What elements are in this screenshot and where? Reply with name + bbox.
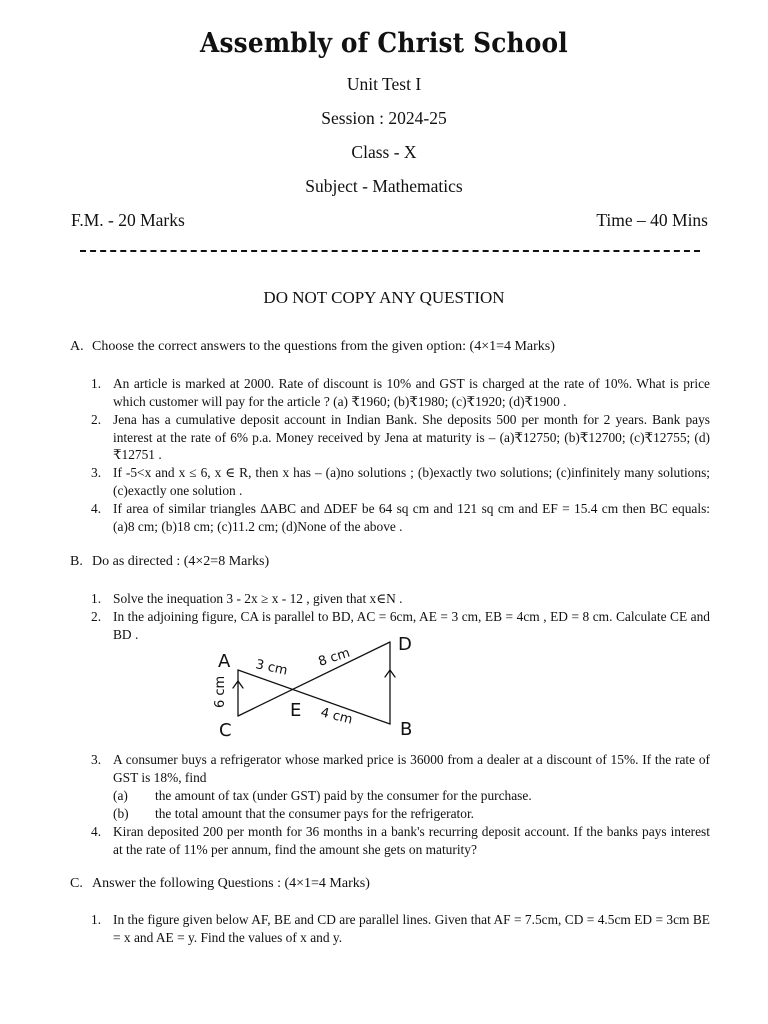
- label-ae: 3 cm: [254, 657, 289, 679]
- section-label: C.: [70, 876, 83, 891]
- sub-item-b: [113, 805, 474, 823]
- section-b-heading: [70, 554, 269, 570]
- line-ab: [238, 670, 390, 724]
- question-number: 2.: [91, 609, 102, 624]
- label-e: E: [290, 700, 302, 721]
- label-ed: 8 cm: [316, 645, 352, 670]
- question-b1: [91, 590, 710, 608]
- question-text: A consumer buys a refrigerator whose marked price is 36000 from a dealer at a discount of 15%. If the rate of GST is 18%, find: [113, 752, 710, 785]
- question-a3: [91, 464, 710, 499]
- class: Class - X: [351, 142, 417, 162]
- triangle-figure: [200, 632, 430, 742]
- sub-item-a: [113, 787, 532, 805]
- time-limit: Time – 40 Mins: [596, 210, 708, 230]
- question-number: 3.: [91, 465, 102, 480]
- section-label: A.: [70, 339, 84, 354]
- question-b3: [91, 751, 710, 786]
- question-a1: [91, 375, 710, 410]
- line-cd: [238, 642, 390, 716]
- section-title: Answer the following Questions : (4×1=4 Marks): [92, 876, 370, 891]
- section-title: Choose the correct answers to the questions from the given option: (4×1=4 Marks): [92, 339, 555, 354]
- question-a4: [91, 500, 710, 535]
- question-number: 1.: [91, 591, 102, 606]
- question-text: In the adjoining figure, CA is parallel to BD, AC = 6cm, AE = 3 cm, EB = 4cm , ED = 8 cm. Calculate CE and BD .: [113, 609, 710, 642]
- sub-item-label: (a): [113, 788, 128, 803]
- question-text: If -5<x and x ≤ 6, x ∈ R, then x has – (a)no solutions ; (b)exactly two solutions; (c)infinitely many solutions; (c)exactly one solution .: [113, 465, 710, 498]
- section-a-heading: [70, 339, 555, 355]
- label-b: B: [400, 719, 413, 740]
- question-text: In the figure given below AF, BE and CD are parallel lines. Given that AF = 7.5cm, CD = 4.5cm ED = 3cm BE = x and AE = y. Find the values of x and y.: [113, 912, 710, 945]
- sub-item-text: the total amount that the consumer pays for the refrigerator.: [155, 806, 475, 821]
- section-c-heading: [70, 876, 370, 892]
- dashed-divider: [80, 250, 700, 252]
- question-number: 4.: [91, 824, 102, 839]
- label-d: D: [398, 634, 412, 655]
- question-text: If area of similar triangles ∆ABC and ∆DEF be 64 sq cm and 121 sq cm and EF = 15.4 cm then BC equals: (a)8 cm; (b)18 cm; (c)11.2 cm; (d)None of the above .: [113, 501, 710, 534]
- question-text: Kiran deposited 200 per month for 36 months in a bank's recurring deposit account. If the banks pays interest at the rate of 11% per annum, find the amount she gets on maturity?: [113, 824, 710, 857]
- question-number: 3.: [91, 752, 102, 767]
- subject: Subject - Mathematics: [305, 176, 463, 196]
- notice: DO NOT COPY ANY QUESTION: [263, 288, 505, 307]
- question-a2: [91, 411, 710, 464]
- label-ac: 6 cm: [213, 675, 228, 708]
- section-label: B.: [70, 554, 83, 569]
- full-marks: F.M. - 20 Marks: [71, 210, 185, 230]
- sub-item-text: the amount of tax (under GST) paid by the consumer for the purchase.: [155, 788, 532, 803]
- school-name: Assembly of Christ School: [200, 28, 568, 59]
- question-number: 4.: [91, 501, 102, 516]
- question-text: Jena has a cumulative deposit account in Indian Bank. She deposits 500 per month for 2 years. Bank pays interest at the rate of 6% p.a. Money received by Jena at maturity is – (a)₹12750; (b)₹12700; (c)₹12755; (d)₹12751 .: [113, 412, 710, 462]
- label-eb: 4 cm: [319, 705, 354, 728]
- question-c1: [91, 911, 710, 946]
- session: Session : 2024-25: [321, 108, 447, 128]
- question-number: 1.: [91, 376, 102, 391]
- question-text: An article is marked at 2000. Rate of discount is 10% and GST is charged at the rate of 10%. What is price which customer will pay for the article ? (a) ₹1960; (b)₹1980; (c)₹1920; (d)₹1900 .: [113, 376, 710, 409]
- question-number: 2.: [91, 412, 102, 427]
- label-a: A: [218, 651, 231, 672]
- question-b4: [91, 823, 710, 858]
- question-number: 1.: [91, 912, 102, 927]
- sub-item-label: (b): [113, 806, 129, 821]
- section-title: Do as directed : (4×2=8 Marks): [92, 554, 270, 569]
- label-c: C: [219, 720, 232, 741]
- test-name: Unit Test I: [346, 74, 422, 94]
- question-text: Solve the inequation 3 - 2x ≥ x - 12 , given that x∈N .: [113, 591, 403, 606]
